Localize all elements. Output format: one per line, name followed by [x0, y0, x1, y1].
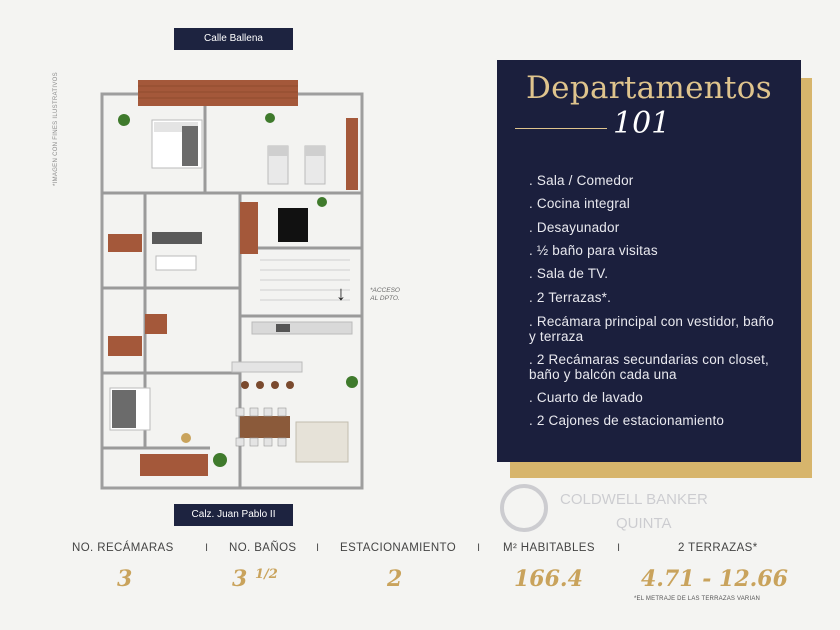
info-panel: [497, 60, 801, 462]
baths-value-number: 3: [232, 566, 248, 592]
access-note-line2: AL DPTO.: [370, 295, 400, 302]
brand-watermark: [496, 478, 756, 538]
stat-separator: I: [205, 542, 209, 554]
area-value: 166.4: [514, 566, 583, 592]
bedrooms-value: 3: [117, 566, 133, 592]
feature-item: . ½ baño para visitas: [529, 243, 658, 258]
access-note: [370, 287, 400, 303]
terraces-label: 2 TERRAZAS*: [678, 542, 758, 554]
terraces-value: 4.71 - 12.66: [641, 566, 788, 592]
terraces-footnote: *EL METRAJE DE LAS TERRAZAS VARIAN: [634, 596, 761, 602]
feature-item: . 2 Cajones de estacionamiento: [529, 413, 725, 428]
top-terrace: [138, 80, 298, 106]
area-label: M² HABITABLES: [503, 542, 595, 554]
unit-number: 101: [613, 106, 671, 141]
floor-plan: [100, 78, 365, 490]
baths-value-fraction: 1/2: [254, 567, 278, 582]
feature-item: . 2 Terrazas*.: [529, 290, 612, 305]
street-label-top: Calle Ballena: [174, 28, 293, 50]
parking-value: 2: [387, 566, 403, 592]
bedrooms-label: NO. RECÁMARAS: [72, 542, 174, 554]
access-arrow: ↓: [336, 283, 346, 305]
feature-item: . Sala / Comedor: [529, 173, 634, 188]
illustrative-note: *IMAGEN CON FINES ILUSTRATIVOS: [53, 72, 59, 186]
access-note-line1: *ACCESO: [370, 287, 400, 294]
baths-value: [232, 566, 278, 592]
feature-item: . Desayunador: [529, 220, 620, 235]
feature-item: . Recámara principal con vestidor, baño y terraza: [529, 314, 774, 344]
feature-item: . Sala de TV.: [529, 266, 609, 281]
title-divider: [515, 128, 607, 129]
feature-item: . 2 Recámaras secundarias con closet, baño y balcón cada una: [529, 352, 770, 382]
stat-separator: I: [617, 542, 621, 554]
stat-separator: I: [316, 542, 320, 554]
feature-item: . Cuarto de lavado: [529, 390, 643, 405]
parking-label: ESTACIONAMIENTO: [340, 542, 457, 554]
panel-title: Departamentos: [526, 70, 772, 106]
stat-separator: I: [477, 542, 481, 554]
feature-item: . Cocina integral: [529, 196, 630, 211]
watermark-text-1: COLDWELL BANKER: [560, 491, 708, 508]
baths-label: NO. BAÑOS: [229, 542, 297, 554]
watermark-text-2: QUINTA: [616, 515, 672, 532]
street-label-bottom: Calz. Juan Pablo II: [174, 504, 293, 526]
